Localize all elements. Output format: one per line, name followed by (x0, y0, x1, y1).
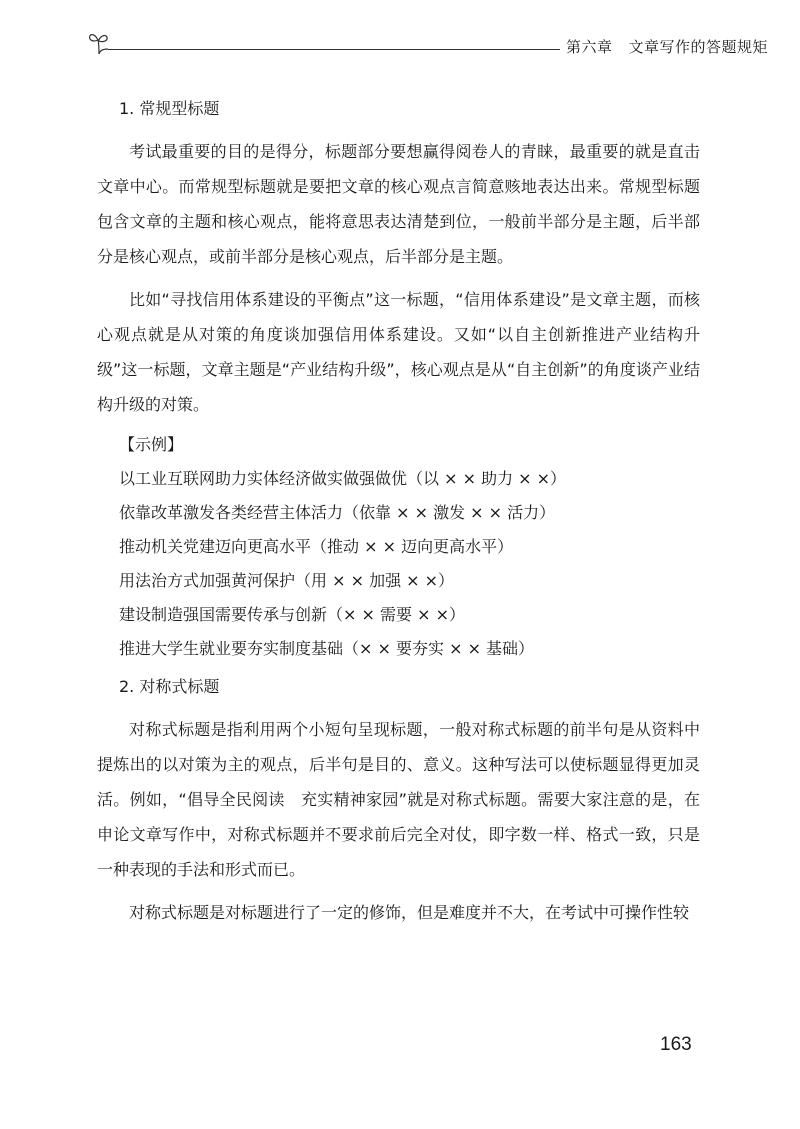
chapter-number: 第六章 (566, 38, 613, 56)
example-item: 建设制造强国需要传承与创新（× × 需要 × ×） (119, 605, 465, 624)
example-item: 推动机关党建迈向更高水平（推动 × × 迈向更高水平） (119, 537, 514, 556)
sprout-icon (86, 30, 112, 56)
paragraph: 对称式标题是对标题进行了一定的修饰，但是难度并不大，在考试中可操作性较 (129, 903, 690, 922)
paragraph: 对称式标题是指利用两个小短句呈现标题，一般对称式标题的前半句是从资料中提炼出的以对策为主的观点，后半句是目的、意义。这种写法可以使标题显得更加灵活。例如，“倡导全民阅读 充实精神家园”就是对称式标题。需要大家注意的是，在申论文章写作中，对称式标题并不要求前后完全对仗，即字数一样、格式一致，只是一种表现的手法和形式而已。 (97, 720, 700, 879)
page-body (97, 98, 700, 930)
example-item: 用法治方式加强黄河保护（用 × × 加强 × ×） (119, 571, 455, 590)
example-item: 推进大学生就业要夯实制度基础（× × 要夯实 × × 基础） (119, 639, 535, 658)
running-header (86, 30, 769, 60)
example-label: 【示例】 (119, 435, 184, 454)
example-item: 依靠改革激发各类经营主体活力（依靠 × × 激发 × × 活力） (119, 503, 556, 522)
section-heading-1: 1. 常规型标题 (119, 99, 220, 118)
page-number: 163 (660, 1034, 692, 1055)
paragraph: 比如“寻找信用体系建设的平衡点”这一标题，“信用体系建设”是文章主题，而核心观点就是从对策的角度谈加强信用体系建设。又如“以自主创新推进产业结构升级”这一标题，文章主题是“产业结构升级”，核心观点是从“自主创新”的角度谈产业结构升级的对策。 (97, 290, 700, 414)
section-heading-2: 2. 对称式标题 (119, 677, 220, 696)
paragraph: 考试最重要的目的是得分，标题部分要想赢得阅卷人的青睐，最重要的就是直击文章中心。而常规型标题就是要把文章的核心观点言简意赅地表达出来。常规型标题包含文章的主题和核心观点，能将意思表达清楚到位，一般前半部分是主题，后半部分是核心观点，或前半部分是核心观点，后半部分是主题。 (97, 142, 700, 266)
chapter-title (566, 36, 768, 57)
chapter-name: 文章写作的答题规矩 (628, 38, 769, 56)
header-rule (108, 49, 560, 50)
example-item: 以工业互联网助力实体经济做实做强做优（以 × × 助力 × ×） (119, 469, 567, 488)
